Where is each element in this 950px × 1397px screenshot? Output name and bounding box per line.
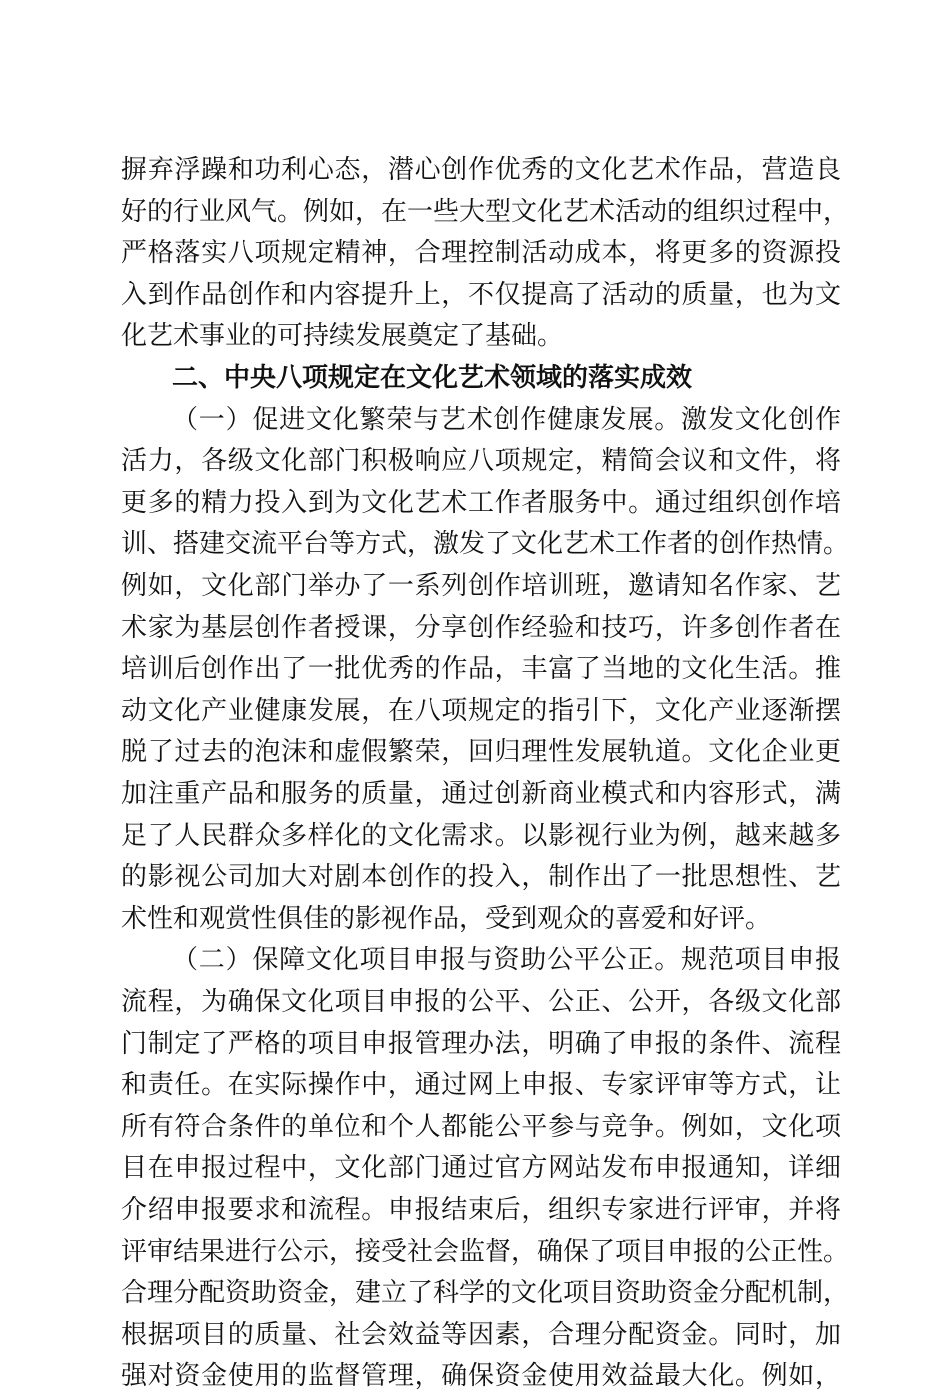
paragraph-line: 脱了过去的泡沫和虚假繁荣，回归理性发展轨道。文化企业更 (121, 737, 841, 767)
paragraph-line: 所有符合条件的单位和个人都能公平参与竞争。例如，文化项 (121, 1112, 841, 1142)
paragraph-line: 入到作品创作和内容提升上，不仅提高了活动的质量，也为文 (121, 280, 841, 310)
paragraph-line: 加注重产品和服务的质量，通过创新商业模式和内容形式，满 (121, 779, 841, 809)
paragraph-line: 摒弃浮躁和功利心态，潜心创作优秀的文化艺术作品，营造良 (121, 155, 841, 185)
subsection-first-line: （一）促进文化繁荣与艺术创作健康发展。激发文化创作 (172, 405, 841, 435)
paragraph-line: 介绍申报要求和流程。申报结束后，组织专家进行评审，并将 (121, 1195, 841, 1225)
paragraph-line: 强对资金使用的监督管理，确保资金使用效益最大化。例如， (121, 1361, 841, 1391)
paragraph-line: 活力，各级文化部门积极响应八项规定，精简会议和文件，将 (121, 446, 841, 476)
subsection-first-line: （二）保障文化项目申报与资助公平公正。规范项目申报 (172, 945, 841, 975)
paragraph-line: 更多的精力投入到为文化艺术工作者服务中。通过组织创作培 (121, 488, 841, 518)
paragraph-line: 根据项目的质量、社会效益等因素，合理分配资金。同时，加 (121, 1320, 841, 1350)
paragraph-line: 好的行业风气。例如，在一些大型文化艺术活动的组织过程中， (121, 197, 850, 227)
paragraph-line: 目在申报过程中，文化部门通过官方网站发布申报通知，详细 (121, 1153, 841, 1183)
paragraph-line: 动文化产业健康发展，在八项规定的指引下，文化产业逐渐摆 (121, 696, 841, 726)
paragraph-line: 门制定了严格的项目申报管理办法，明确了申报的条件、流程 (121, 1029, 841, 1059)
paragraph-line: 术性和观赏性俱佳的影视作品，受到观众的喜爱和好评。 (121, 904, 772, 934)
paragraph-line: 和责任。在实际操作中，通过网上申报、专家评审等方式，让 (121, 1070, 841, 1100)
paragraph-line: 训、搭建交流平台等方式，激发了文化艺术工作者的创作热情。 (121, 529, 850, 559)
section-heading: 二、中央八项规定在文化艺术领域的落实成效 (172, 363, 693, 393)
paragraph-line: 严格落实八项规定精神，合理控制活动成本，将更多的资源投 (121, 238, 841, 268)
paragraph-line: 术家为基层创作者授课，分享创作经验和技巧，许多创作者在 (121, 613, 841, 643)
paragraph-line: 合理分配资助资金，建立了科学的文化项目资助资金分配机制， (121, 1278, 850, 1308)
paragraph-line: 的影视公司加大对剧本创作的投入，制作出了一批思想性、艺 (121, 862, 841, 892)
paragraph-line: 流程，为确保文化项目申报的公平、公正、公开，各级文化部 (121, 987, 841, 1017)
paragraph-line: 评审结果进行公示，接受社会监督，确保了项目申报的公正性。 (121, 1237, 850, 1267)
paragraph-line: 足了人民群众多样化的文化需求。以影视行业为例，越来越多 (121, 821, 841, 851)
paragraph-line: 化艺术事业的可持续发展奠定了基础。 (121, 321, 564, 351)
paragraph-line: 例如，文化部门举办了一系列创作培训班，邀请知名作家、艺 (121, 571, 841, 601)
paragraph-line: 培训后创作出了一批优秀的作品，丰富了当地的文化生活。推 (121, 654, 841, 684)
